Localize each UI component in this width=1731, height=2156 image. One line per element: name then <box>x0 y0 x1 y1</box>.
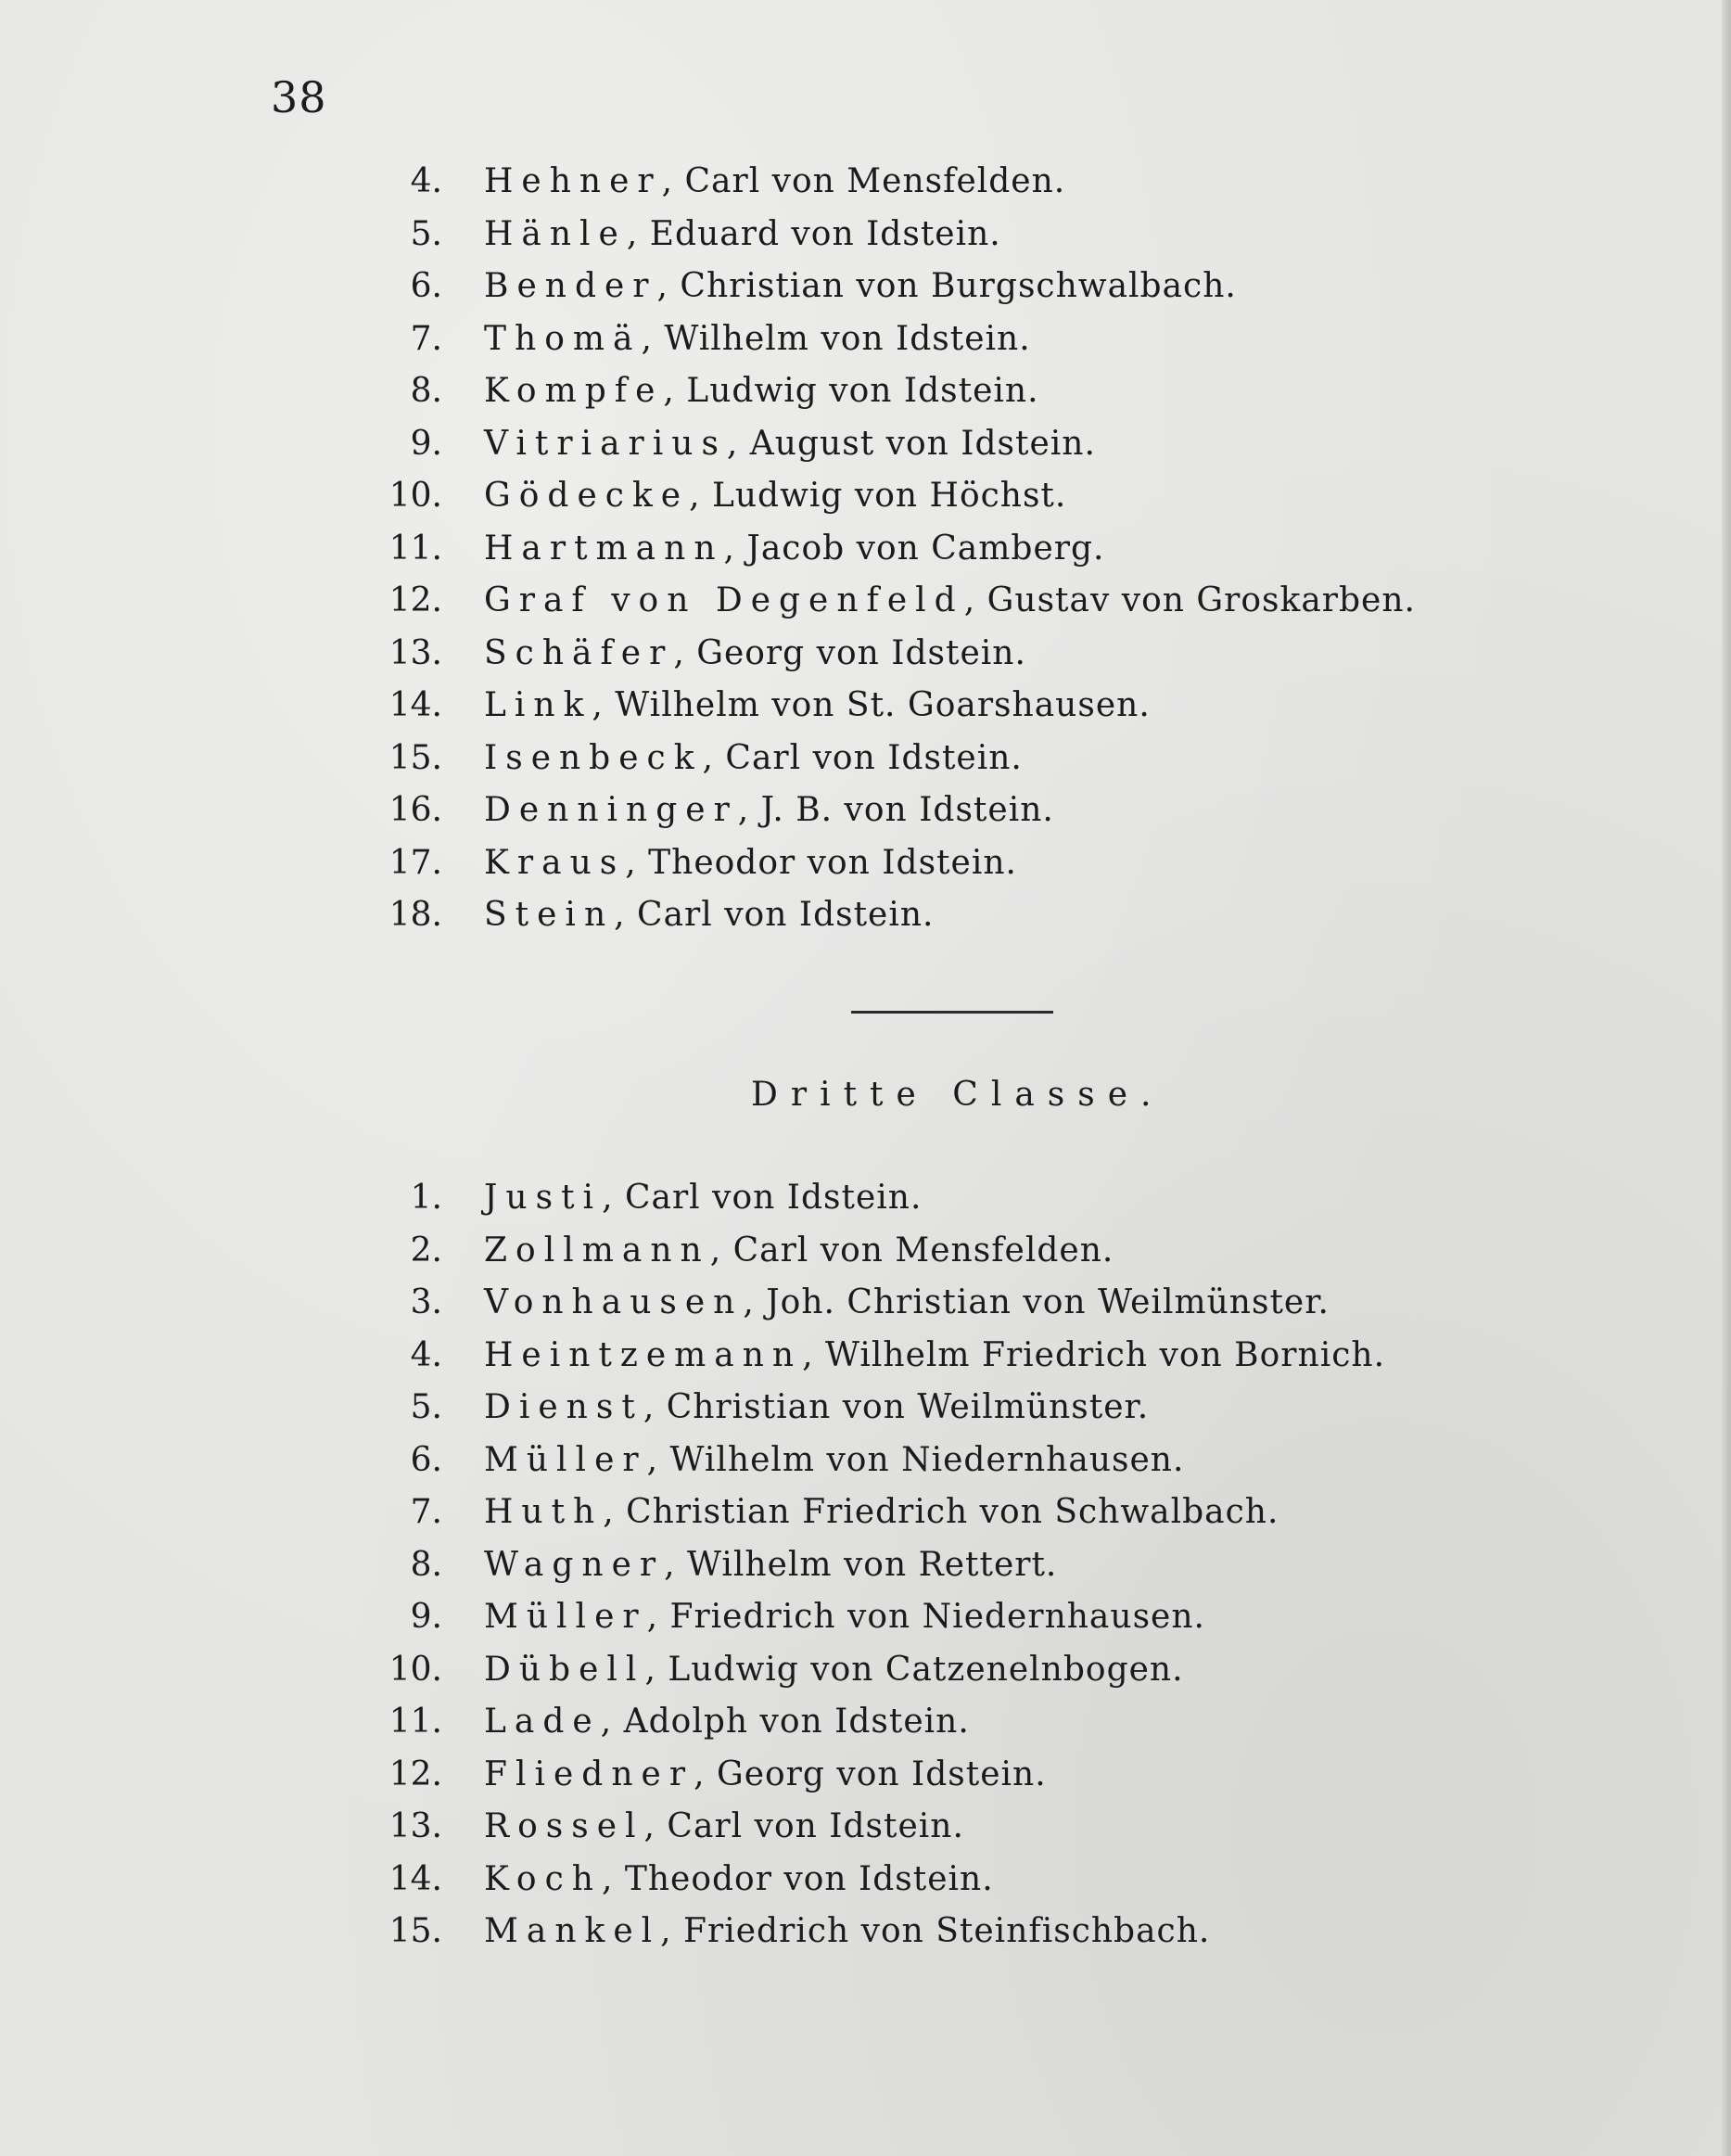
list-item <box>0 1277 1731 1329</box>
entry-text <box>484 889 935 941</box>
entry-number: 5. <box>410 214 442 253</box>
list-item <box>0 470 1731 522</box>
entry-surname: Hänle <box>484 214 627 253</box>
entry-surname: Vonhausen <box>484 1283 744 1321</box>
entry-text <box>484 209 1001 261</box>
entry-number: 14. <box>388 686 442 724</box>
entry-number: 12. <box>388 1754 442 1793</box>
entry-details: , Wilhelm von St. Goarshausen. <box>592 686 1151 724</box>
entry-details: , J. B. von Idstein. <box>737 791 1054 829</box>
entry-text <box>484 1225 1114 1277</box>
list-item <box>0 418 1731 470</box>
list-item <box>0 313 1731 365</box>
entry-surname: Müller <box>484 1440 647 1479</box>
entry-text <box>484 1696 970 1748</box>
entry-text <box>484 523 1104 575</box>
entry-text <box>484 261 1237 313</box>
entry-number: 9. <box>410 424 442 463</box>
entry-surname: Link <box>484 686 592 724</box>
list-item <box>0 365 1731 417</box>
list-item <box>0 1801 1731 1853</box>
entry-text <box>484 1172 922 1224</box>
section-heading: Dritte Classe. <box>751 1076 1165 1114</box>
entry-text <box>484 785 1054 836</box>
entry-details: , Ludwig von Catzenelnbogen. <box>644 1650 1184 1689</box>
entry-number: 7. <box>410 319 442 358</box>
entry-number: 6. <box>410 267 442 305</box>
entry-number: 3. <box>410 1283 442 1321</box>
entry-details: , Jacob von Camberg. <box>723 529 1105 568</box>
entry-surname: Hartmann <box>484 529 724 568</box>
section-divider <box>851 1011 1053 1014</box>
list-item <box>0 156 1731 208</box>
entry-text <box>484 470 1066 522</box>
entry-text <box>484 365 1039 417</box>
entry-number: 8. <box>410 1545 442 1584</box>
entry-surname: Dübell <box>484 1650 645 1689</box>
entry-details: , Theodor von Idstein. <box>625 843 1017 882</box>
entry-surname: Müller <box>484 1598 647 1636</box>
entry-details: , Eduard von Idstein. <box>626 214 1001 253</box>
entry-details: , Theodor von Idstein. <box>601 1859 994 1898</box>
entry-surname: Justi <box>484 1179 603 1217</box>
entry-number: 14. <box>388 1859 442 1898</box>
entry-text <box>484 733 1023 785</box>
entry-number: 8. <box>410 372 442 410</box>
entry-details: , Ludwig von Höchst. <box>689 477 1067 515</box>
entry-text <box>484 1486 1279 1538</box>
entry-details: , Christian von Burgschwalbach. <box>656 267 1237 305</box>
entry-surname: Graf von Degenfeld <box>484 581 964 619</box>
page-number: 38 <box>271 72 327 122</box>
entry-surname: Rossel <box>484 1807 644 1845</box>
list-item <box>0 209 1731 261</box>
list-item <box>0 785 1731 836</box>
list-item <box>0 889 1731 941</box>
entry-text <box>484 1435 1184 1486</box>
list-item <box>0 680 1731 732</box>
entry-details: , August von Idstein. <box>726 424 1096 463</box>
list-item <box>0 837 1731 889</box>
entry-surname: Zollmann <box>484 1231 710 1269</box>
entry-number: 2. <box>410 1231 442 1269</box>
entry-text <box>484 837 1017 889</box>
list-item <box>0 575 1731 627</box>
entry-details: , Gustav von Groskarben. <box>963 581 1416 619</box>
entry-number: 5. <box>410 1388 442 1426</box>
entry-number: 12. <box>388 581 442 619</box>
list-item <box>0 1172 1731 1224</box>
entry-text <box>484 1906 1210 1958</box>
list-item <box>0 1591 1731 1643</box>
entry-text <box>484 1591 1205 1643</box>
entry-text <box>484 575 1416 627</box>
entry-details: , Carl von Idstein. <box>702 738 1023 777</box>
entry-surname: Isenbeck <box>484 738 703 777</box>
entry-text <box>484 1539 1057 1591</box>
entry-text <box>484 628 1026 680</box>
entry-text <box>484 680 1151 732</box>
list-item <box>0 1539 1731 1591</box>
entry-number: 13. <box>388 1807 442 1845</box>
entry-surname: Vitriarius <box>484 424 727 463</box>
entry-number: 15. <box>388 1912 442 1950</box>
entry-text <box>484 313 1031 365</box>
entry-surname: Schäfer <box>484 633 674 672</box>
entry-details: , Carl von Idstein. <box>602 1179 923 1217</box>
entry-number: 18. <box>388 896 442 934</box>
list-item <box>0 261 1731 313</box>
list-item <box>0 1435 1731 1486</box>
entry-details: , Georg von Idstein. <box>673 633 1026 672</box>
entry-surname: Bender <box>484 267 657 305</box>
entry-surname: Gödecke <box>484 477 690 515</box>
entry-number: 11. <box>388 529 442 568</box>
entry-details: , Carl von Mensfelden. <box>709 1231 1114 1269</box>
entry-text <box>484 418 1096 470</box>
entry-number: 16. <box>388 791 442 829</box>
entry-surname: Koch <box>484 1859 602 1898</box>
entry-number: 1. <box>410 1179 442 1217</box>
entry-surname: Stein <box>484 896 615 934</box>
entry-number: 4. <box>410 1335 442 1374</box>
entry-number: 15. <box>388 738 442 777</box>
entry-details: , Christian Friedrich von Schwalbach. <box>603 1493 1279 1531</box>
entry-details: , Ludwig von Idstein. <box>663 372 1039 410</box>
entry-surname: Kraus <box>484 843 626 882</box>
entry-number: 10. <box>388 1650 442 1689</box>
entry-number: 6. <box>410 1440 442 1479</box>
entry-details: , Wilhelm Friedrich von Bornich. <box>802 1335 1386 1374</box>
entry-surname: Hehner <box>484 162 662 200</box>
entry-text <box>484 1330 1385 1382</box>
entry-text <box>484 1277 1330 1329</box>
entry-text <box>484 1749 1047 1801</box>
entry-details: , Wilhelm von Niedernhausen. <box>646 1440 1185 1479</box>
list-item <box>0 1854 1731 1906</box>
entry-surname: Thomä <box>484 319 642 358</box>
entry-text <box>484 1801 964 1853</box>
entry-surname: Dienst <box>484 1388 643 1426</box>
list-item <box>0 628 1731 680</box>
entry-details: , Carl von Mensfelden. <box>661 162 1066 200</box>
list-item <box>0 1906 1731 1958</box>
entry-details: , Carl von Idstein. <box>643 1807 964 1845</box>
entry-text <box>484 156 1065 208</box>
entry-number: 9. <box>410 1598 442 1636</box>
entry-text <box>484 1854 994 1906</box>
entry-details: , Carl von Idstein. <box>614 896 935 934</box>
list-item <box>0 1696 1731 1748</box>
entry-details: , Joh. Christian von Weilmünster. <box>743 1283 1330 1321</box>
entry-details: , Adolph von Idstein. <box>600 1703 970 1741</box>
entry-surname: Huth <box>484 1493 604 1531</box>
entry-details: , Wilhelm von Rettert. <box>664 1545 1058 1584</box>
entry-details: , Christian von Weilmünster. <box>643 1388 1150 1426</box>
entry-details: , Friedrich von Niedernhausen. <box>646 1598 1205 1636</box>
entry-number: 11. <box>388 1703 442 1741</box>
entry-text <box>484 1382 1149 1434</box>
entry-surname: Lade <box>484 1703 601 1741</box>
entry-number: 10. <box>388 477 442 515</box>
entry-details: , Friedrich von Steinfischbach. <box>660 1912 1211 1950</box>
list-item <box>0 1225 1731 1277</box>
entry-number: 7. <box>410 1493 442 1531</box>
list-item <box>0 1382 1731 1434</box>
entry-number: 17. <box>388 843 442 882</box>
entry-surname: Heintzemann <box>484 1335 803 1374</box>
entry-surname: Denninger <box>484 791 738 829</box>
entry-surname: Kompfe <box>484 372 664 410</box>
entry-surname: Wagner <box>484 1545 665 1584</box>
entry-details: , Georg von Idstein. <box>694 1754 1047 1793</box>
list-item <box>0 1644 1731 1696</box>
entry-details: , Wilhelm von Idstein. <box>641 319 1031 358</box>
list-item <box>0 733 1731 785</box>
entry-text <box>484 1644 1184 1696</box>
entry-number: 4. <box>410 162 442 200</box>
entry-surname: Fliedner <box>484 1754 694 1793</box>
list-item <box>0 1486 1731 1538</box>
entry-number: 13. <box>388 633 442 672</box>
entry-surname: Mankel <box>484 1912 661 1950</box>
list-item <box>0 523 1731 575</box>
list-item <box>0 1330 1731 1382</box>
list-item <box>0 1749 1731 1801</box>
